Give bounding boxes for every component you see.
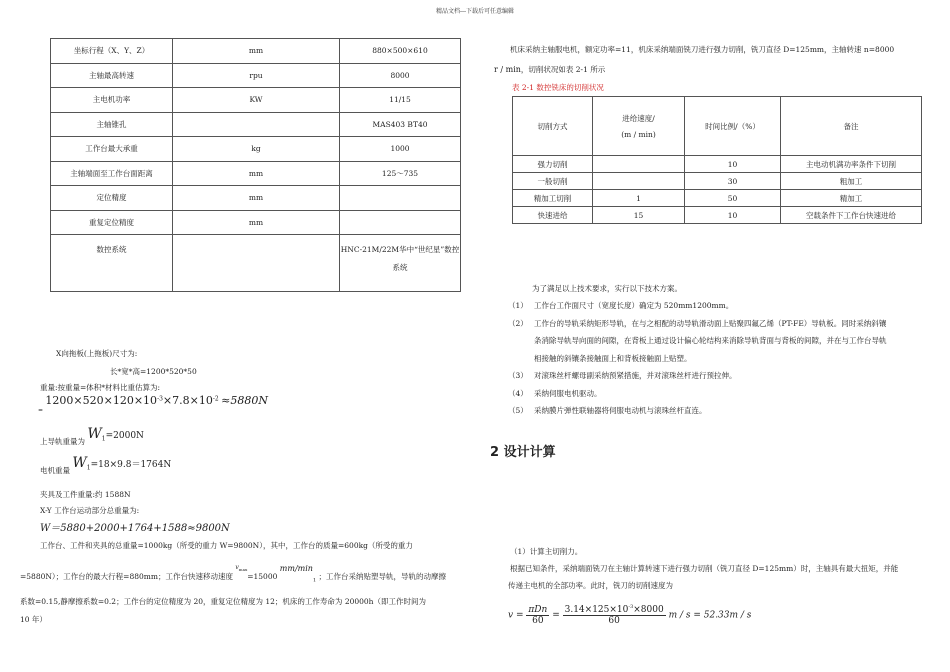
table-cell: 1 [593,190,685,207]
table-cell: 10 [685,207,781,224]
table-cell: 30 [685,173,781,190]
text-line: 工作台、工件和夹具的总重量=1000kg（所受的重力 W=9800N），其中，工作台的质量=600kg（所受的重力 [40,541,413,550]
table-row [51,161,461,186]
table-cell: kg [173,137,340,162]
list-text: 采纳伺服电机驱动。 [534,388,602,398]
table-cell: 8000 [340,63,461,88]
list-item [508,370,887,388]
table-row [51,88,461,113]
section-title: 2 设计计算 [490,445,556,460]
table-row [51,186,461,211]
text-line: 传递主电机的全部功率。此时，铣刀的切削速度为 [508,581,673,590]
list-item [508,300,887,318]
table-cell: 125～735 [340,161,461,186]
table-cell: mm [173,161,340,186]
weight-equation: $_=$ $1200\times 520\times 120\times 10^{-3}\times 7.8\times 10^{-2} \approx 5880N$ [38,394,268,414]
table-row [51,137,461,162]
list-text: 对滚珠丝杆螺母副采纳预紧措施，并对滚珠丝杆进行预拉伸。 [534,371,737,380]
table-row [51,235,461,292]
list-number: （4） [508,388,528,398]
table-cell: 880×500×610 [340,39,461,64]
table-cell: 主轴锥孔 [51,112,173,137]
table-cell [340,186,461,211]
table-row [51,112,461,137]
table-cell: HNC-21M/22M华中“世纪星”数控系统 [340,235,461,292]
list-text: 相接触的斜镶条接触面上和背板接触面上贴塑。 [534,353,692,363]
table-cell: 空载条件下工作台快速进给 [781,207,922,224]
table-cell: 50 [685,190,781,207]
list-text: 采纳膜片弹性联轴器将伺服电动机与滚珠丝杆直连。 [534,406,707,415]
table-row [513,173,922,190]
list-item [508,318,887,336]
cutting-table [512,96,922,224]
table-cell: MAS403 BT40 [340,112,461,137]
motor-weight: 电机重量 $W_1=18\times 9.8=1764N$ [40,455,172,475]
table-cell: 10 [685,156,781,173]
table-cell: 数控系统 [51,235,173,292]
rail-weight: 上导轨重量为 $W_1=2000N$ [40,426,144,446]
table-cell [340,210,461,235]
table-cell: 1000 [340,137,461,162]
table-cell: mm [173,186,340,211]
table-cell: 强力切削 [513,156,593,173]
table-cell: mm [173,39,340,64]
table-cell: KW [173,88,340,113]
table-cell: 重复定位精度 [51,210,173,235]
text-line: 10 年） [20,615,47,624]
table-cell: 主电动机满功率条件下切削 [781,156,922,173]
text-line: 重量:按重量=体积*材料比重估算为: [40,383,161,392]
column-header: 备注 [781,97,922,156]
list-item [508,335,887,353]
table-cell: 15 [593,207,685,224]
table-cell: 快速进给 [513,207,593,224]
text-line: （1）计算主切削力。 [510,547,583,556]
table-cell: 一般切削 [513,173,593,190]
table-cell [593,173,685,190]
table-cell: 定位精度 [51,186,173,211]
table-cell: 精加工切削 [513,190,593,207]
table-caption: 表 2-1 数控铣床的切削状况 [512,83,604,92]
table-row [513,190,922,207]
scheme-list [508,300,887,423]
table-cell: 精加工 [781,190,922,207]
table-row [513,156,922,173]
spec-table [50,38,461,292]
text-line-speed: =5880N）；工作台的最大行程=880mm；工作台快速移动速度 $^v_{max}$=15000 $mm/\min_1$ ；工作台采纳贴塑导轨，导轨的动摩擦 [20,564,447,584]
table-cell: 主轴最高转速 [51,63,173,88]
list-item [508,388,887,406]
table-row [51,63,461,88]
table-cell: 坐标行程（X、Y、Z） [51,39,173,64]
text-line: X-Y 工作台运动部分总重量为: [40,506,140,515]
list-number: （5） [508,406,528,415]
text-line: X向拖板(上拖板)尺寸为: [56,349,138,358]
table-row [51,210,461,235]
list-text: 条消除导轨导向面的间隙，在背板上通过设计偏心轮结构来消除导轨背面与背板的间隙，并在与工作台导轨 [534,336,887,345]
list-number: （1） [508,301,528,310]
total-weight-equation: W＝5880+2000+1764+1588≈9800N [40,523,230,534]
list-number: （3） [508,371,528,380]
table-row [513,207,922,224]
table-cell: 粗加工 [781,173,922,190]
column-header: 时间比例/（%） [685,97,781,156]
list-item [508,353,887,371]
table-cell: 主轴端面至工作台面距离 [51,161,173,186]
column-header: 切削方式 [513,97,593,156]
speed-formula: v = $\frac{\text{πDn}}{60}$ = $\frac{3.14\times 125\times 10^{-3}\times 8000}{60}$ m / s = 52.33m / s [508,604,752,626]
table-cell: rpu [173,63,340,88]
list-text: 工作台工作面尺寸（宽度长度）确定为 520mm1200mm。 [534,301,734,310]
text-line: 长*宽*高=1200*520*50 [110,367,197,376]
list-item [508,405,887,423]
page-header: 精品文档---下载后可任意编辑 [435,8,515,15]
list-number: （2） [508,318,528,328]
text-line: 机床采纳主轴服电机，额定功率=11，机床采纳端面铣刀进行强力切削，铣刀直径 D=125mm，主轴转速 n=8000 [510,45,895,54]
text-line: 系数=0.15,静摩擦系数=0.2；工作台的定位精度为 20，重复定位精度为 12；机床的工作寿命为 20000h（即工作时间为 [20,597,427,606]
text-line: 根据已知条件，采纳端面铣刀在主轴计算转速下进行强力切削（铣刀直径 D=125mm）时，主轴具有最大扭矩，并能 [510,564,899,573]
table-cell [593,156,685,173]
table-cell: 工作台最大承重 [51,137,173,162]
table-cell: mm [173,210,340,235]
table-row [51,39,461,64]
table-cell [173,112,340,137]
table-cell [173,235,340,292]
text-line: r / min，切削状况如表 2-1 所示 [494,65,606,74]
table-cell: 11/15 [340,88,461,113]
column-header: 进给速度/ (m / min) [593,97,685,156]
text-line: 夹具及工件重量:约 1588N [40,490,131,499]
text-line: 为了满足以上技术要求，实行以下技术方案。 [532,284,682,293]
list-text: 工作台的导轨采纳矩形导轨，在与之相配的动导轨滑动面上贴聚四氟乙烯（PT-FE）导轨板。同时采纳斜镶 [534,318,887,328]
table-cell: 主电机功率 [51,88,173,113]
